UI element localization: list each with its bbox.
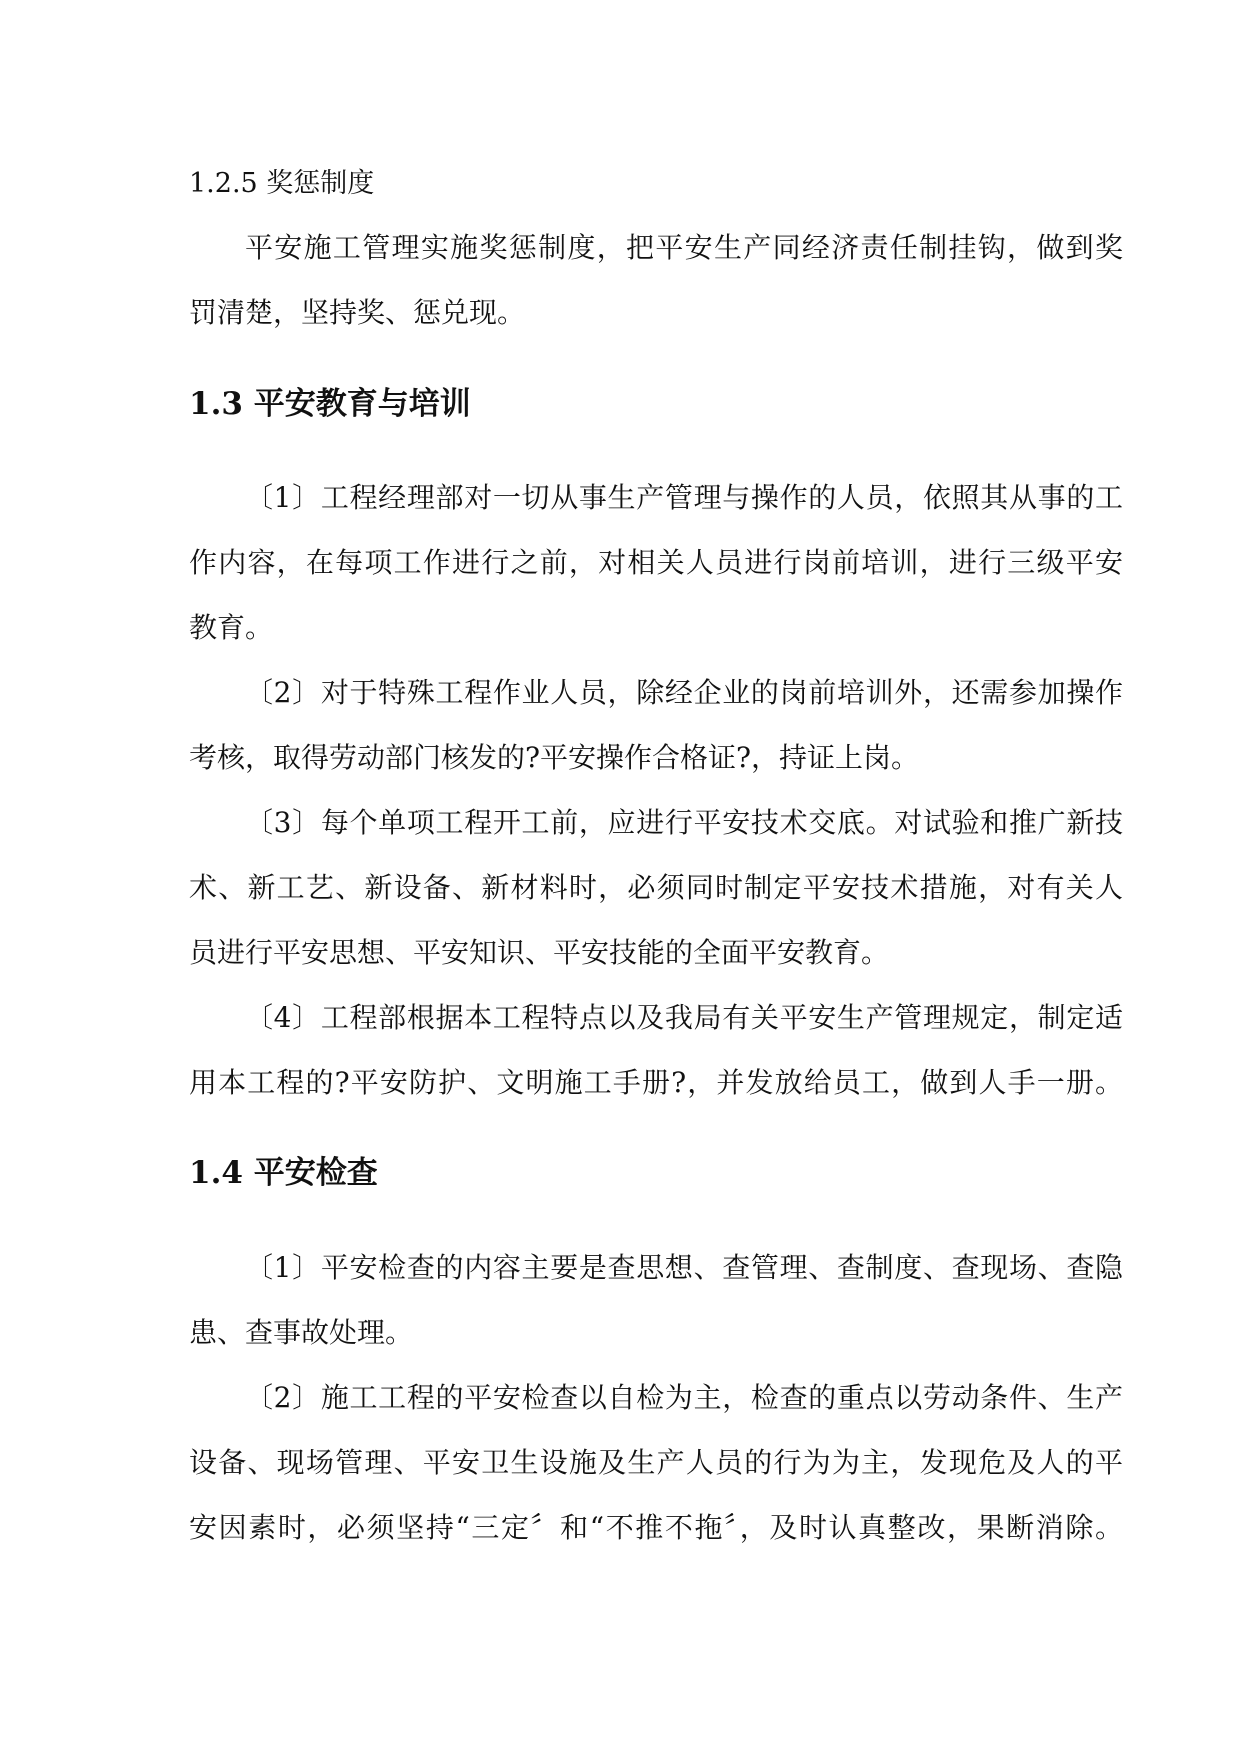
paragraph-line: 患、查事故处理。	[189, 1316, 414, 1349]
paragraph-line: 员进行平安思想、平安知识、平安技能的全面平安教育。	[189, 936, 890, 969]
paragraph-line: 安因素时，必须坚持“三定〞和“不推不拖〞，及时认真整改，果断消除。	[189, 1511, 1123, 1544]
paragraph-line: 〔1〕工程经理部对一切从事生产管理与操作的人员，依照其从事的工	[245, 481, 1123, 514]
paragraph-line: 用本工程的?平安防护、文明施工手册?，并发放给员工，做到人手一册。	[189, 1066, 1123, 1099]
paragraph-line: 平安施工管理实施奖惩制度，把平安生产同经济责任制挂钩，做到奖	[245, 231, 1123, 264]
paragraph-line: 术、新工艺、新设备、新材料时，必须同时制定平安技术措施，对有关人	[189, 871, 1123, 904]
section-heading-1-4: 1.4 平安检查	[189, 1155, 378, 1191]
paragraph-line: 罚清楚，坚持奖、惩兑现。	[189, 296, 526, 329]
paragraph-line: 〔4〕工程部根据本工程特点以及我局有关平安生产管理规定，制定适	[245, 1001, 1123, 1034]
paragraph-line: 考核，取得劳动部门核发的?平安操作合格证?，持证上岗。	[189, 741, 920, 774]
paragraph-line: 〔2〕对于特殊工程作业人员，除经企业的岗前培训外，还需参加操作	[245, 676, 1123, 709]
paragraph-line: 〔1〕平安检查的内容主要是查思想、查管理、查制度、查现场、查隐	[245, 1251, 1123, 1284]
section-heading-1-2-5: 1.2.5 奖惩制度	[189, 168, 375, 199]
paragraph-line: 作内容，在每项工作进行之前，对相关人员进行岗前培训，进行三级平安	[189, 546, 1123, 579]
paragraph-line: 设备、现场管理、平安卫生设施及生产人员的行为为主，发现危及人的平	[189, 1446, 1123, 1479]
section-heading-1-3: 1.3 平安教育与培训	[189, 386, 471, 422]
paragraph-line: 〔3〕每个单项工程开工前，应进行平安技术交底。对试验和推广新技	[245, 806, 1123, 839]
paragraph-line: 〔2〕施工工程的平安检查以自检为主，检查的重点以劳动条件、生产	[245, 1381, 1123, 1414]
paragraph-line: 教育。	[189, 611, 274, 644]
